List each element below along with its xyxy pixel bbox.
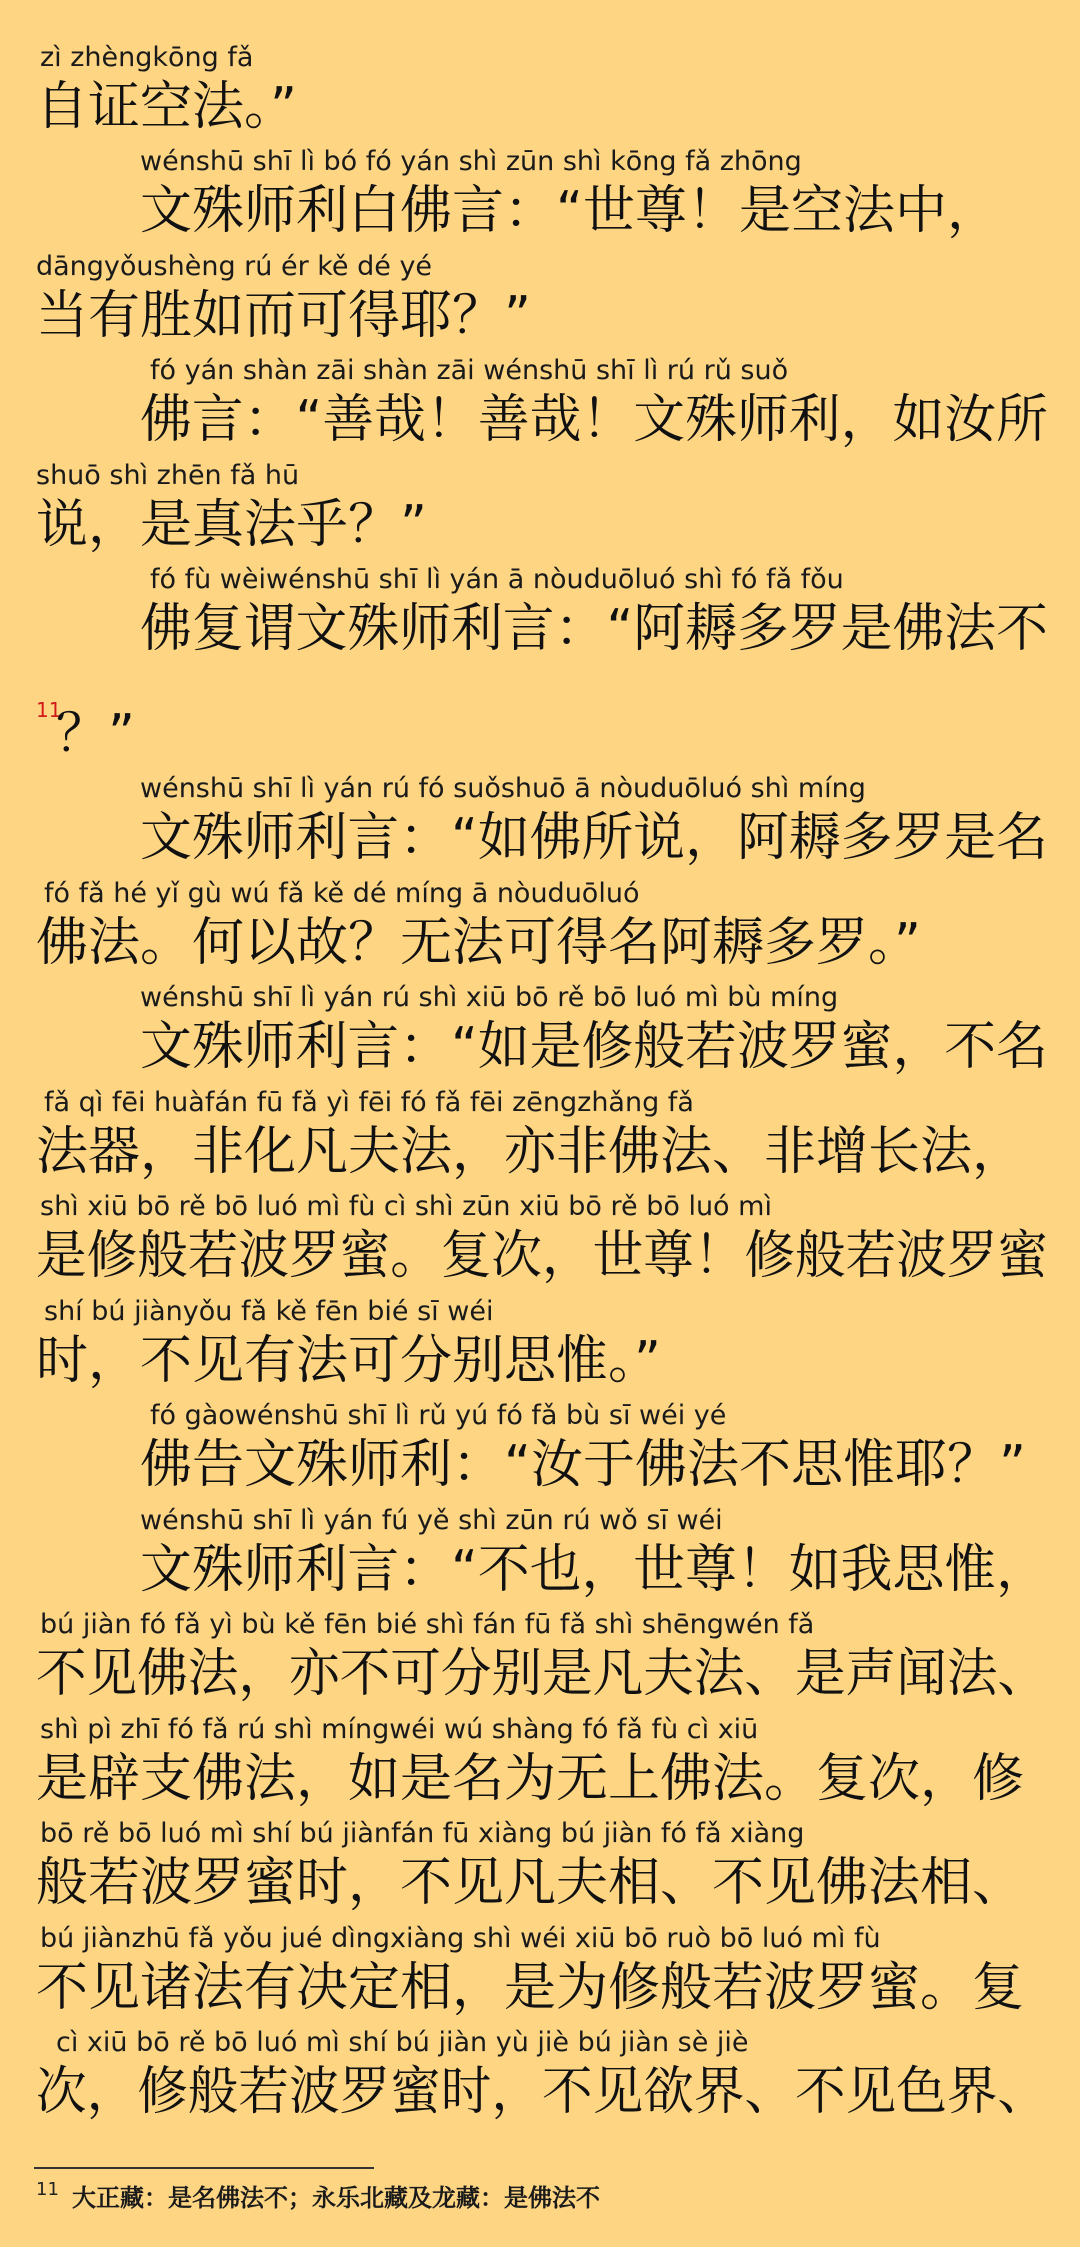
pinyin-line: fó yán shàn zāi shàn zāi wénshū shī lì rú rǔ suǒ: [150, 355, 789, 386]
pinyin-line: bú jiànzhū fǎ yǒu jué dìngxiàng shì wéi xiū bō ruò bō luó mì fù: [40, 1923, 881, 1954]
pinyin-line: fó fù wèiwénshū shī lì yán ā nòuduōluó shì fó fǎ fǒu: [150, 564, 844, 595]
hanzi-line: 是辟支佛法，如是名为无上佛法。复次，修: [36, 1749, 1025, 1809]
hanzi-line: 时，不见有法可分别思惟。”: [36, 1331, 661, 1391]
pinyin-line: bú jiàn fó fǎ yì bù kě fēn bié shì fán fū fǎ shì shēngwén fǎ: [40, 1609, 815, 1640]
hanzi-line: 文殊师利白佛言：“世尊！是空法中，: [140, 181, 999, 241]
hanzi-line: 般若波罗蜜时，不见凡夫相、不见佛法相、: [36, 1853, 1025, 1913]
footnote-text: 大正藏：是名佛法不；永乐北藏及龙藏：是佛法不: [72, 2183, 600, 2212]
hanzi-line: 法器，非化凡夫法，亦非佛法、非增长法，: [36, 1122, 1025, 1182]
text-line-19: [0, 1921, 1080, 2025]
text-line-11: [0, 1085, 1080, 1189]
pinyin-line: bō rě bō luó mì shí bú jiànfán fū xiàng bú jiàn fó fǎ xiàng: [40, 1818, 805, 1849]
hanzi-line: 佛告文殊师利：“汝于佛法不思惟耶？”: [140, 1435, 1026, 1495]
pinyin-line: fó fǎ hé yǐ gù wú fǎ kě dé míng ā nòuduōluó: [44, 878, 640, 909]
pinyin-line: shì pì zhī fó fǎ rú shì míngwéi wú shàng fó fǎ fù cì xiū: [40, 1714, 759, 1745]
pinyin-line: shì xiū bō rě bō luó mì fù cì shì zūn xiū bō rě bō luó mì: [40, 1191, 772, 1222]
footnote-reference: 11: [36, 698, 62, 722]
hanzi-line: 次，修般若波罗蜜时，不见欲界、不见色界、: [36, 2062, 1049, 2122]
text-line-17: [0, 1712, 1080, 1816]
pinyin-line: zì zhèngkōng fǎ: [40, 42, 254, 73]
hanzi-line: 不见佛法，亦不可分别是凡夫法、是声闻法、: [36, 1644, 1049, 1704]
text-line-6: [0, 562, 1080, 666]
hanzi-line: 文殊师利言：“如是修般若波罗蜜，不名: [140, 1017, 1048, 1077]
hanzi-line: 文殊师利言：“如佛所说，阿耨多罗是名: [140, 808, 1048, 868]
text-line-18: [0, 1816, 1080, 1920]
pinyin-line: fó gàowénshū shī lì rǔ yú fó fǎ bù sī wéi yé: [150, 1400, 727, 1431]
hanzi-line: ？”: [56, 704, 135, 764]
text-line-3: [0, 249, 1080, 353]
footnote-divider: [34, 2167, 374, 2169]
pinyin-line: shuō shì zhēn fǎ hū: [36, 460, 300, 491]
text-line-13: [0, 1294, 1080, 1398]
hanzi-line: 佛复谓文殊师利言：“阿耨多罗是佛法不: [140, 599, 1048, 659]
hanzi-line: 当有胜如而可得耶？”: [36, 286, 531, 346]
text-line-10: [0, 980, 1080, 1084]
pinyin-line: shí bú jiànyǒu fǎ kě fēn bié sī wéi: [44, 1296, 494, 1327]
text-line-2: [0, 144, 1080, 248]
footnote-number: 11: [36, 2179, 59, 2200]
pinyin-line: cì xiū bō rě bō luó mì shí bú jiàn yù jiè bú jiàn sè jiè: [56, 2027, 749, 2058]
text-line-20: [0, 2025, 1080, 2129]
hanzi-line: 不见诸法有决定相，是为修般若波罗蜜。复: [36, 1958, 1025, 2018]
text-line-7: [0, 667, 1080, 771]
hanzi-line: 说，是真法乎？”: [36, 495, 427, 555]
hanzi-line: 是修般若波罗蜜。复次，世尊！修般若波罗蜜: [36, 1226, 1049, 1286]
text-line-8: [0, 771, 1080, 875]
text-line-5: [0, 458, 1080, 562]
text-line-16: [0, 1607, 1080, 1711]
pinyin-line: wénshū shī lì yán rú shì xiū bō rě bō luó mì bù míng: [140, 982, 839, 1013]
text-line-14: [0, 1398, 1080, 1502]
pinyin-line: dāngyǒushèng rú ér kě dé yé: [36, 251, 433, 282]
hanzi-line: 自证空法。”: [36, 77, 297, 137]
hanzi-line: 佛法。何以故？无法可得名阿耨多罗。”: [36, 913, 921, 973]
pinyin-line: fǎ qì fēi huàfán fū fǎ yì fēi fó fǎ fēi zēngzhǎng fǎ: [44, 1087, 694, 1118]
text-line-9: [0, 876, 1080, 980]
text-line-4: [0, 353, 1080, 457]
hanzi-line: 佛言：“善哉！善哉！文殊师利，如汝所: [140, 390, 1048, 450]
pinyin-line: wénshū shī lì yán rú fó suǒshuō ā nòuduōluó shì míng: [140, 773, 866, 804]
text-line-15: [0, 1503, 1080, 1607]
pinyin-line: wénshū shī lì bó fó yán shì zūn shì kōng fǎ zhōng: [140, 146, 802, 177]
text-line-12: [0, 1189, 1080, 1293]
pinyin-line: wénshū shī lì yán fú yě shì zūn rú wǒ sī wéi: [140, 1505, 723, 1536]
hanzi-line: 文殊师利言：“不也，世尊！如我思惟，: [140, 1540, 1048, 1600]
text-line-1: [0, 40, 1080, 144]
